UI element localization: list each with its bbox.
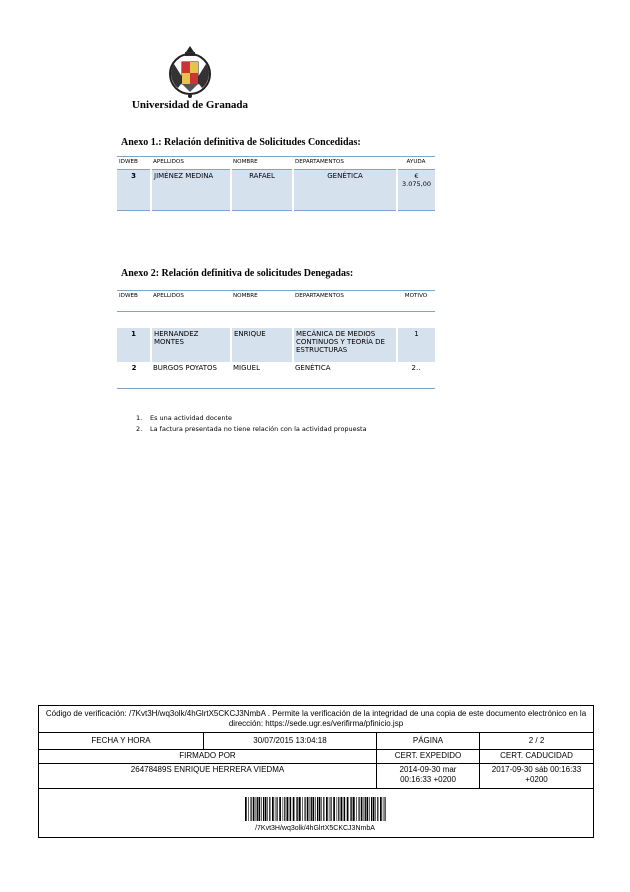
barcode-bar (319, 797, 321, 821)
barcode-bar (293, 797, 295, 821)
barcode-bar (277, 797, 278, 821)
barcode-bar (299, 797, 301, 821)
barcode-bar (365, 797, 366, 821)
table-row (117, 362, 435, 389)
column-header: MOTIVO (397, 291, 435, 312)
barcode-bar (279, 797, 281, 821)
barcode-bar (310, 797, 311, 821)
column-header: APELLIDOS (151, 157, 231, 170)
barcode (245, 797, 387, 821)
barcode-bar (377, 797, 378, 821)
note-item (136, 425, 367, 436)
spacer-row (117, 312, 435, 329)
barcode-bar (344, 797, 345, 821)
barcode-bar (359, 797, 360, 821)
cell-apellidos: HERNANDEZ MONTES (151, 328, 231, 362)
cell-nombre: ENRIQUE (231, 328, 293, 362)
barcode-bar (369, 797, 370, 821)
caducidad-label: CERT. CADUCIDAD (500, 751, 573, 760)
date-page-row (39, 733, 593, 750)
pagina-value: 2 / 2 (528, 736, 545, 745)
barcode-bar (251, 797, 252, 821)
barcode-bar (326, 797, 328, 821)
barcode-bar (351, 797, 352, 821)
barcode-bar (284, 797, 285, 821)
barcode-bar (275, 797, 276, 821)
caducidad-value: 2017-09-30 sáb 00:16:33 +0200 (491, 765, 582, 784)
barcode-bar (321, 797, 322, 821)
column-header: DEPARTAMENTOS (293, 157, 397, 170)
column-header: IDWEB (117, 157, 151, 170)
barcode-bar (245, 797, 247, 821)
barcode-bar (343, 797, 344, 821)
barcode-bar (257, 797, 258, 821)
cell-apellidos: BURGOS POYATOS (151, 362, 231, 389)
column-header: IDWEB (117, 291, 151, 312)
note-item (136, 414, 367, 425)
barcode-bar (287, 797, 289, 821)
annex2-table (117, 290, 435, 389)
university-seal-logo (164, 44, 216, 100)
cell-departamento: MECÁNICA DE MEDIOS CONTINUOS Y TEORÍA DE ESTRUCTURAS (293, 328, 397, 362)
cell-idweb: 1 (117, 328, 151, 362)
column-header: NOMBRE (231, 291, 293, 312)
barcode-bar (323, 797, 324, 821)
expedido-value: 2014-09-30 mar 00:16:33 +0200 (377, 763, 480, 788)
note-text: Es una actividad docente (150, 414, 233, 422)
barcode-bar (329, 797, 330, 821)
firmado-label: FIRMADO POR (39, 749, 377, 763)
annex1-table (117, 156, 435, 211)
column-header: DEPARTAMENTOS (293, 291, 397, 312)
table-row (117, 170, 435, 211)
fecha-value: 30/07/2015 13:04:18 (204, 733, 377, 749)
barcode-bar (265, 797, 267, 821)
barcode-bar (367, 797, 369, 821)
barcode-bar (338, 797, 339, 821)
barcode-bar (375, 797, 376, 821)
table-row (117, 328, 435, 362)
note-number: 1. (136, 414, 143, 422)
cell-apellidos: JIMÉNEZ MEDINA (151, 170, 231, 211)
fecha-label: FECHA Y HORA (39, 733, 204, 749)
barcode-bar (356, 797, 357, 821)
column-header: NOMBRE (231, 157, 293, 170)
barcode-bar (385, 797, 386, 821)
barcode-bar (313, 797, 315, 821)
expedido-label: CERT. EXPEDIDO (377, 749, 480, 763)
barcode-bar (371, 797, 372, 821)
barcode-bar (297, 797, 298, 821)
barcode-bar (315, 797, 316, 821)
barcode-bar (383, 797, 384, 821)
barcode-bar (289, 797, 290, 821)
barcode-bar (350, 797, 351, 821)
cell-idweb: 2 (117, 362, 151, 389)
cell-idweb: 3 (117, 170, 151, 211)
barcode-bar (347, 797, 349, 821)
cell-motivo: 1 (397, 328, 435, 362)
barcode-bar (272, 797, 274, 821)
barcode-bar (317, 797, 318, 821)
cell-nombre: RAFAEL (231, 170, 293, 211)
barcode-bar (259, 797, 261, 821)
barcode-bar (311, 797, 312, 821)
barcode-bar (263, 797, 264, 821)
barcode-bar (333, 797, 335, 821)
spacer-cell (117, 312, 435, 329)
barcode-bar (290, 797, 291, 821)
barcode-bar (305, 797, 306, 821)
pagina-label: PÁGINA (377, 733, 480, 749)
note-number: 2. (136, 425, 143, 433)
barcode-bar (302, 797, 303, 821)
university-name: Universidad de Granada (131, 99, 249, 111)
barcode-bar (256, 797, 257, 821)
barcode-bar (353, 797, 355, 821)
barcode-bar (373, 797, 375, 821)
barcode-bar (341, 797, 343, 821)
verification-text: Código de verificación: /7Kvt3H/wq3olk/4hGlrtX5CKCJ3NmbA . Permite la verificación de la integridad de una copia de este documento electrónico en la dirección: https://sede.ugr.es/verifirma/pfinicio.jsp (39, 706, 593, 733)
barcode-bar (380, 797, 382, 821)
table-header-row (117, 291, 435, 312)
cell-ayuda: € 3.075,00 (397, 170, 435, 211)
cell-motivo: 2.. (397, 362, 435, 389)
notes-list (136, 414, 367, 436)
barcode-bar (269, 797, 270, 821)
signature-header-row (39, 749, 593, 764)
firmante: 26478489S ENRIQUE HERRERA VIEDMA (39, 763, 377, 788)
barcode-bar (337, 797, 338, 821)
annex1-title: Anexo 1.: Relación definitiva de Solicitudes Concedidas: (121, 137, 361, 148)
barcode-bar (364, 797, 365, 821)
barcode-bar (248, 797, 249, 821)
cell-nombre: MIGUEL (231, 362, 293, 389)
barcode-bar (361, 797, 363, 821)
column-header: APELLIDOS (151, 291, 231, 312)
column-header: AYUDA (397, 157, 435, 170)
barcode-text: /7Kvt3H/wq3olk/4hGlrtX5CKCJ3NmbA (255, 825, 375, 832)
cell-departamento: GENÉTICA (293, 170, 397, 211)
cell-departamento: GENÉTICA (293, 362, 397, 389)
barcode-bar (253, 797, 255, 821)
table-header-row (117, 157, 435, 170)
signature-value-row (39, 763, 593, 789)
barcode-bar (261, 797, 262, 821)
note-text: La factura presentada no tiene relación con la actividad propuesta (150, 425, 367, 433)
barcode-bar (307, 797, 309, 821)
barcode-bar (267, 797, 268, 821)
barcode-bar (283, 797, 284, 821)
barcode-bar (331, 797, 332, 821)
annex2-title: Anexo 2: Relación definitiva de solicitudes Denegadas: (121, 268, 354, 279)
barcode-bar (296, 797, 297, 821)
